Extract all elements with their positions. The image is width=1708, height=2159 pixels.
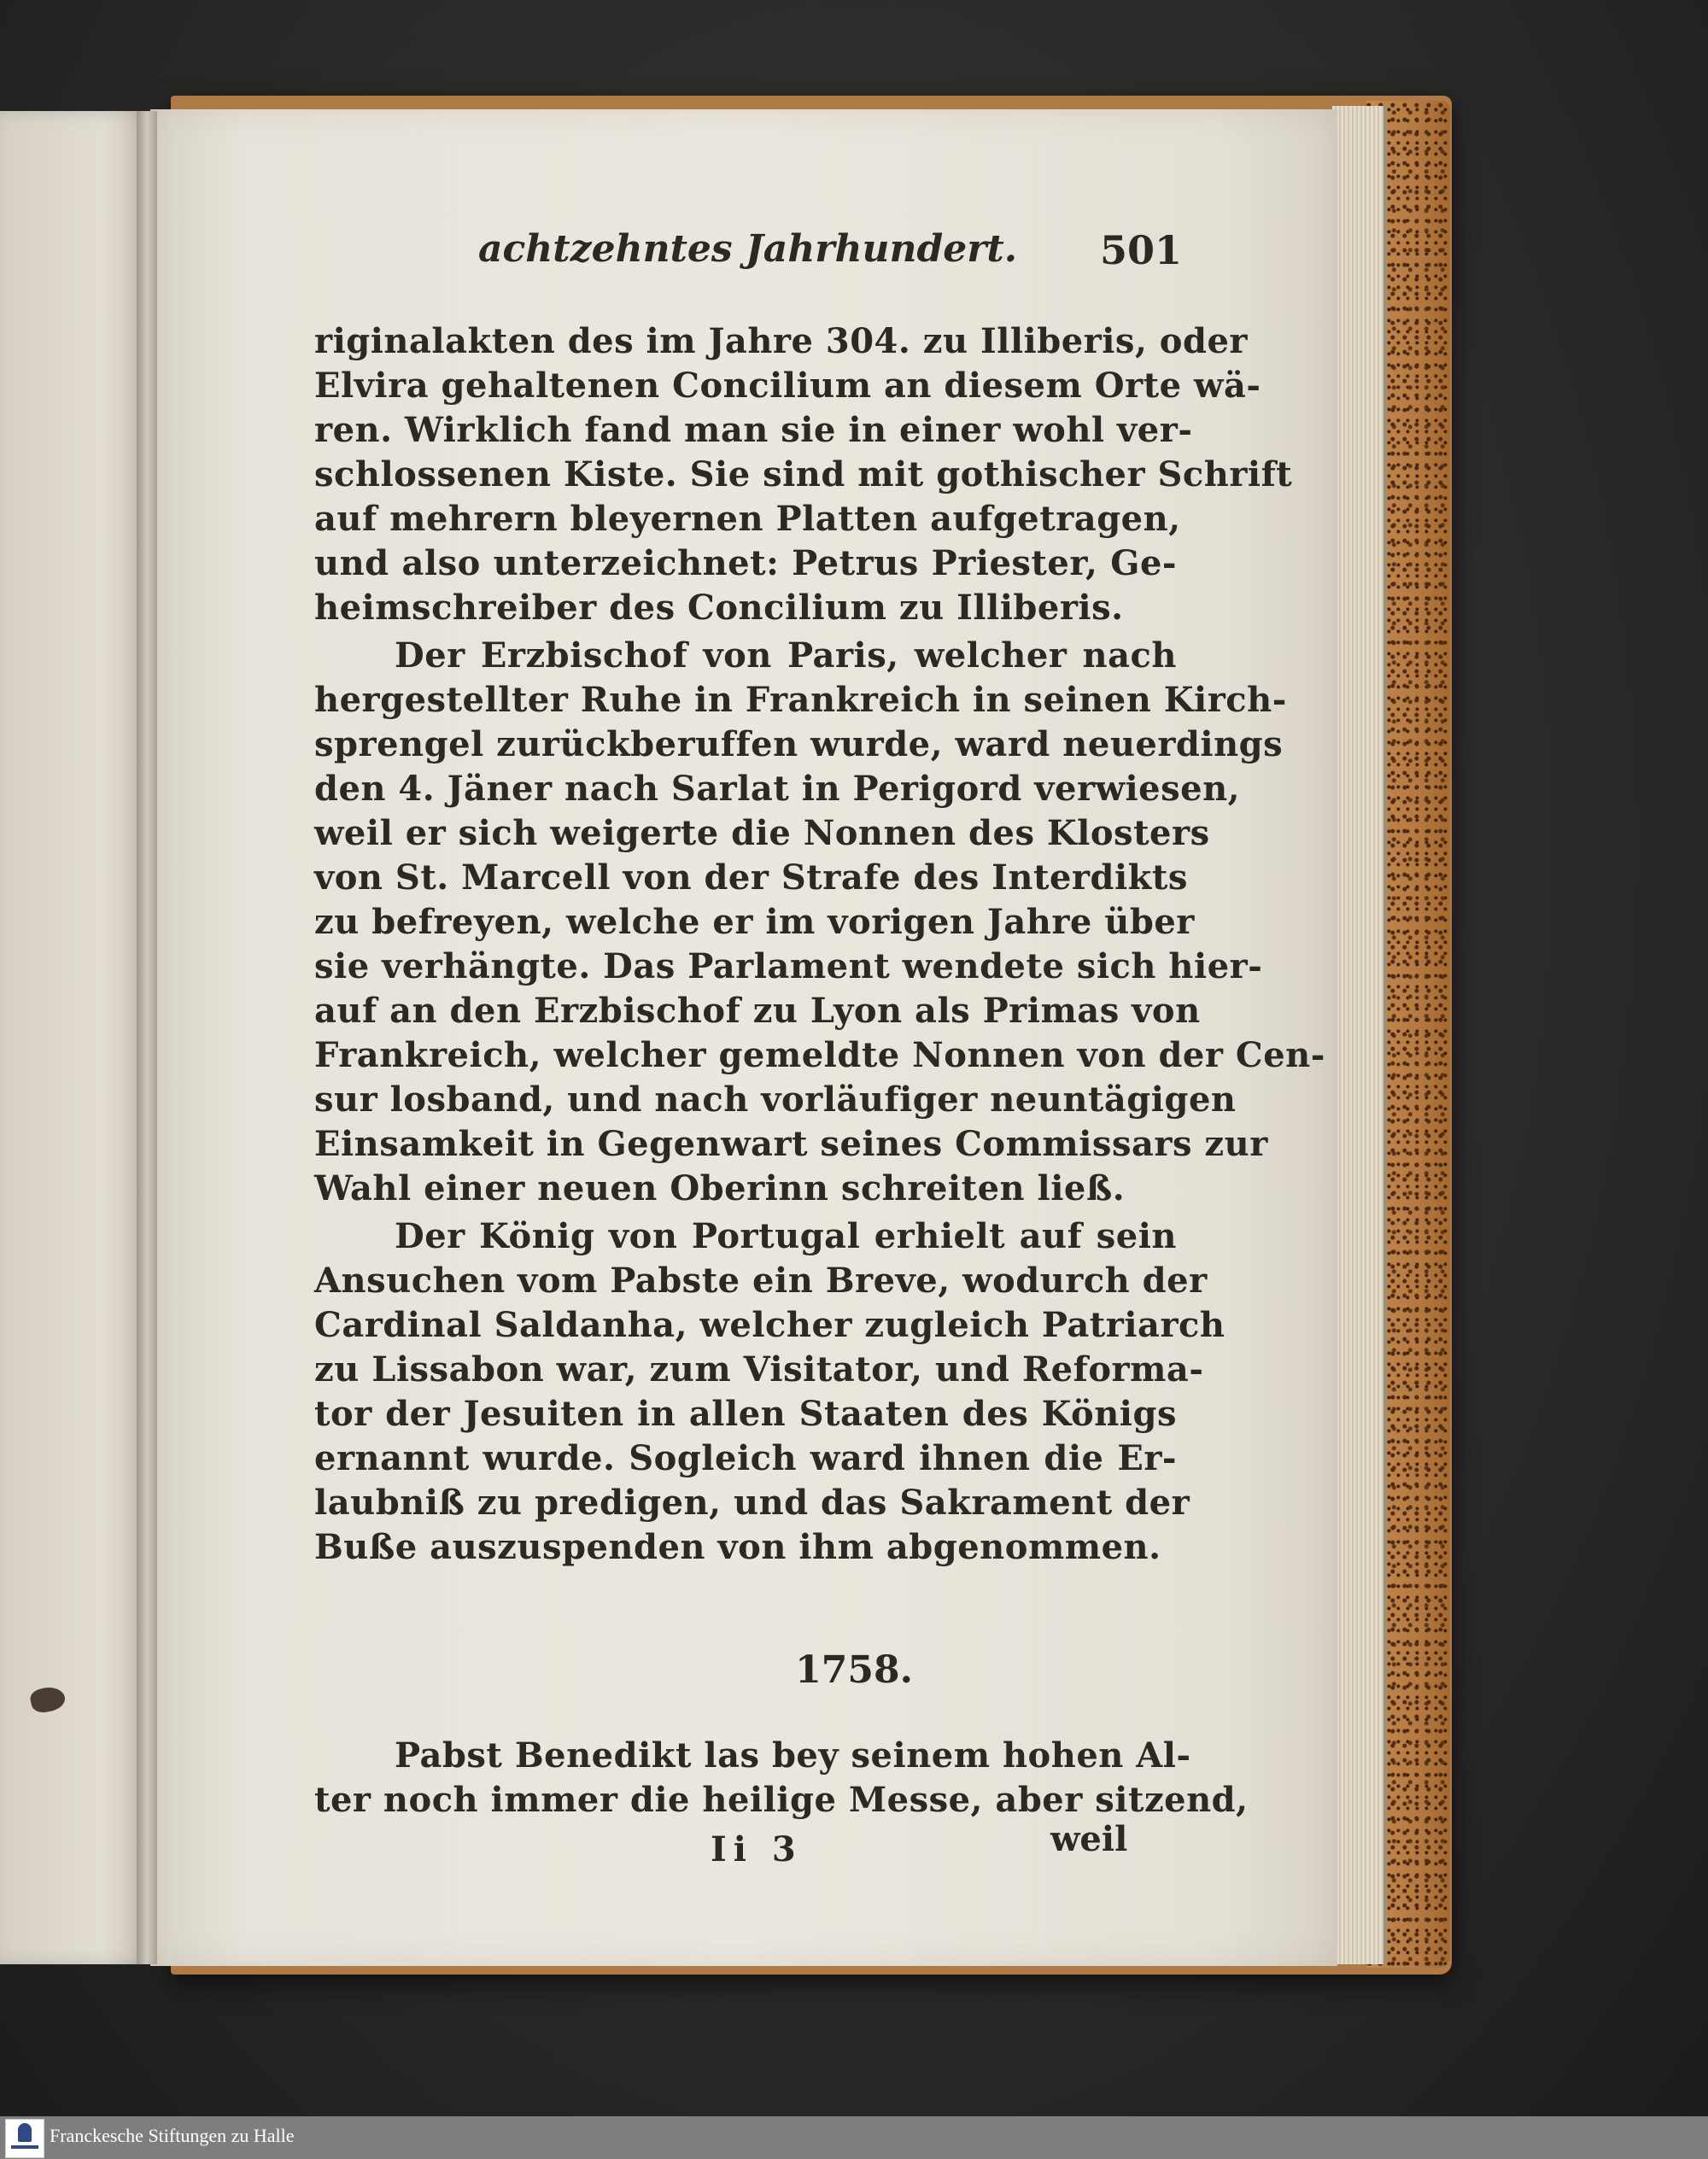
text-line: von St. Marcell von der Strafe des Interdikts [314, 857, 1188, 898]
text-line: Der Erzbischof von Paris, welcher nach [395, 635, 1177, 676]
text-line: hergestellter Ruhe in Frankreich in seinen Kirch- [314, 680, 1287, 720]
catchword: weil [1050, 1819, 1128, 1859]
section-heading-year: 1758. [795, 1648, 913, 1692]
text-line: sie verhängte. Das Parlament wendete sich hier- [314, 946, 1263, 986]
text-line: schlossenen Kiste. Sie sind mit gothischer Schrift [314, 454, 1293, 494]
text-line: Der König von Portugal erhielt auf sein [395, 1216, 1177, 1256]
text-line: heimschreiber des Concilium zu Illiberis. [314, 588, 1124, 628]
text-line: Elvira gehaltenen Concilium an diesem Orte wä- [314, 366, 1261, 406]
footer-institution-name: Franckesche Stiftungen zu Halle [50, 2125, 295, 2146]
text-line: ren. Wirklich fand man sie in einer wohl ver- [314, 410, 1193, 450]
text-line: zu befreyen, welche er im vorigen Jahre über [314, 902, 1195, 942]
text-line: ter noch immer die heilige Messe, aber sitzend, [314, 1780, 1249, 1820]
text-line: Ansuchen vom Pabste ein Breve, wodurch der [314, 1261, 1208, 1301]
text-line: sur losband, und nach vorläufiger neuntägigen [314, 1080, 1237, 1120]
text-line: sprengel zurückberuffen wurde, ward neuerdings [314, 724, 1284, 764]
text-line: den 4. Jäner nach Sarlat in Perigord verwiesen, [314, 769, 1241, 809]
logo-base [11, 2145, 38, 2149]
institution-logo-icon[interactable] [5, 2119, 44, 2158]
text-line: Buße auszuspenden von ihm abgenommen. [314, 1527, 1161, 1567]
text-line: zu Lissabon war, zum Visitator, und Reforma- [314, 1349, 1204, 1390]
text-line: laubniß zu predigen, und das Sakrament der [314, 1483, 1190, 1523]
text-line: Frankreich, welcher gemeldte Nonnen von der Cen- [314, 1035, 1325, 1075]
text-line: und also unterzeichnet: Petrus Priester, Ge- [314, 543, 1177, 583]
text-line: weil er sich weigerte die Nonnen des Klosters [314, 813, 1210, 853]
text-line: riginalakten des im Jahre 304. zu Illiberis, oder [314, 321, 1248, 361]
text-line: Einsamkeit in Gegenwart seines Commissars zur [314, 1124, 1268, 1164]
page-number: 501 [1100, 227, 1183, 273]
text-line: Pabst Benedikt las bey seinem hohen Al- [395, 1735, 1191, 1776]
text-line: Wahl einer neuen Oberinn schreiten ließ. [314, 1168, 1126, 1208]
text-line: auf an den Erzbischof zu Lyon als Primas von [314, 991, 1201, 1031]
text-line: auf mehrern bleyernen Platten aufgetragen, [314, 499, 1181, 539]
signature-mark: Ii 3 [711, 1829, 803, 1869]
running-head: achtzehntes Jahrhundert. [478, 227, 1018, 271]
text-line: ernannt wurde. Sogleich ward ihnen die Er- [314, 1438, 1177, 1478]
logo-figure-icon [18, 2123, 32, 2142]
text-line: tor der Jesuiten in allen Staaten des Königs [314, 1394, 1177, 1434]
text-line: Cardinal Saldanha, welcher zugleich Patriarch [314, 1305, 1225, 1345]
